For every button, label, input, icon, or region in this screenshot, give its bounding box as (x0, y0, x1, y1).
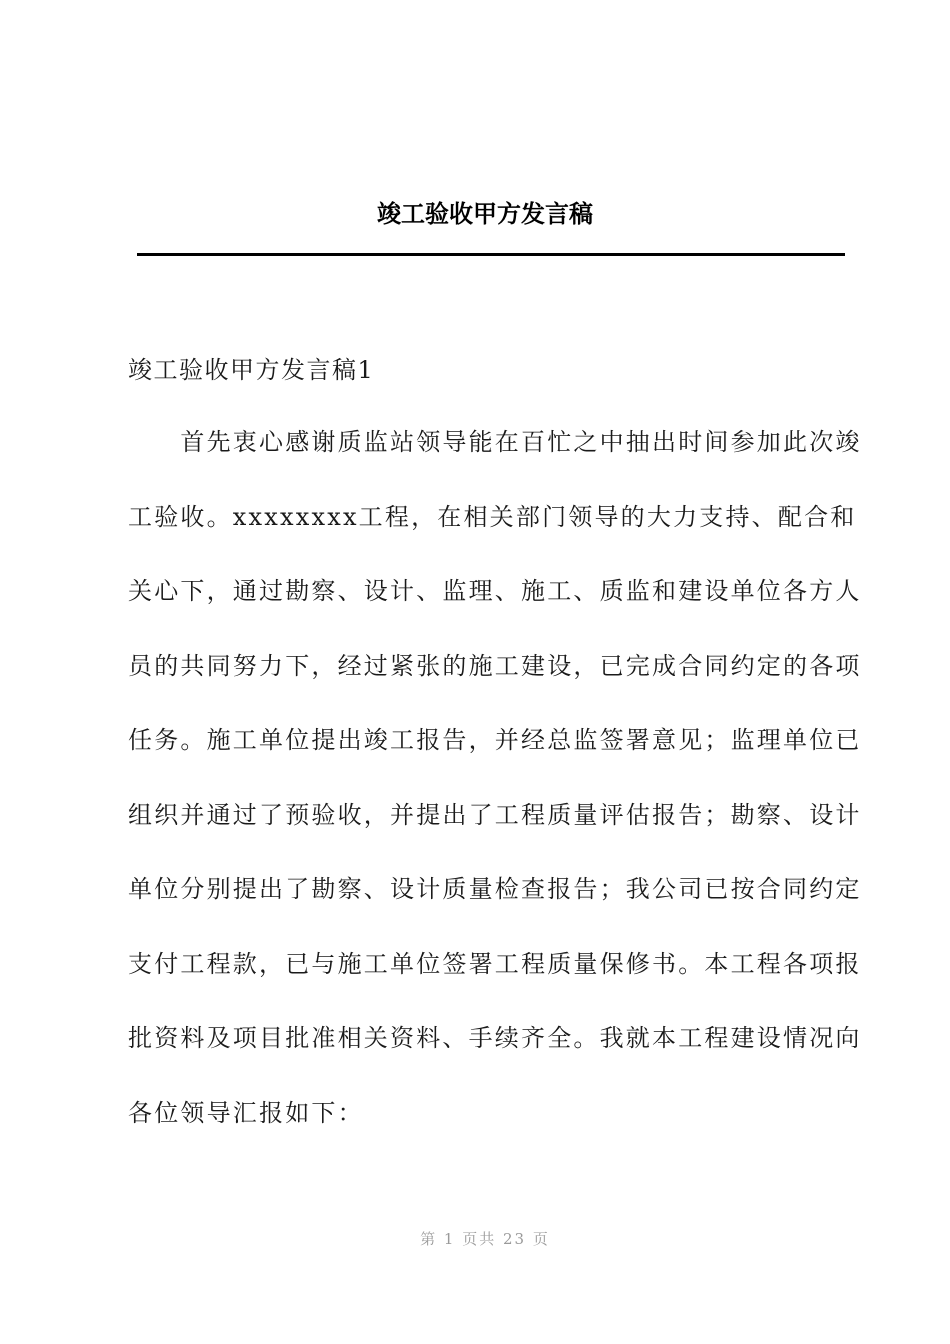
section-heading: 竣工验收甲方发言稿1 (128, 356, 375, 384)
paragraph-line: 组织并通过了预验收，并提出了工程质量评估报告；勘察、设计 (128, 800, 862, 829)
paragraph-line: 工验收。xxxxxxxx工程，在相关部门领导的大力支持、配合和 (128, 502, 857, 531)
paragraph-line: 任务。施工单位提出竣工报告，并经总监签署意见；监理单位已 (128, 726, 862, 754)
body-paragraph (128, 422, 862, 1167)
paragraph-line: 批资料及项目批准相关资料、手续齐全。我就本工程建设情况向 (128, 1024, 862, 1052)
paragraph-line: 支付工程款，已与施工单位签署工程质量保修书。本工程各项报 (128, 949, 862, 978)
title-underline-rule (137, 253, 845, 256)
paragraph-line: 各位领导汇报如下： (128, 1098, 364, 1127)
page-number-footer: 第 1 页共 23 页 (420, 1230, 550, 1248)
document-title: 竣工验收甲方发言稿 (377, 199, 593, 228)
paragraph-line: 员的共同努力下，经过紧张的施工建设，已完成合同约定的各项 (128, 651, 862, 680)
paragraph-line: 关心下，通过勘察、设计、监理、施工、质监和建设单位各方人 (128, 577, 862, 605)
paragraph-line: 首先衷心感谢质监站领导能在百忙之中抽出时间参加此次竣 (128, 428, 862, 456)
paragraph-line: 单位分别提出了勘察、设计质量检查报告；我公司已按合同约定 (128, 875, 862, 903)
